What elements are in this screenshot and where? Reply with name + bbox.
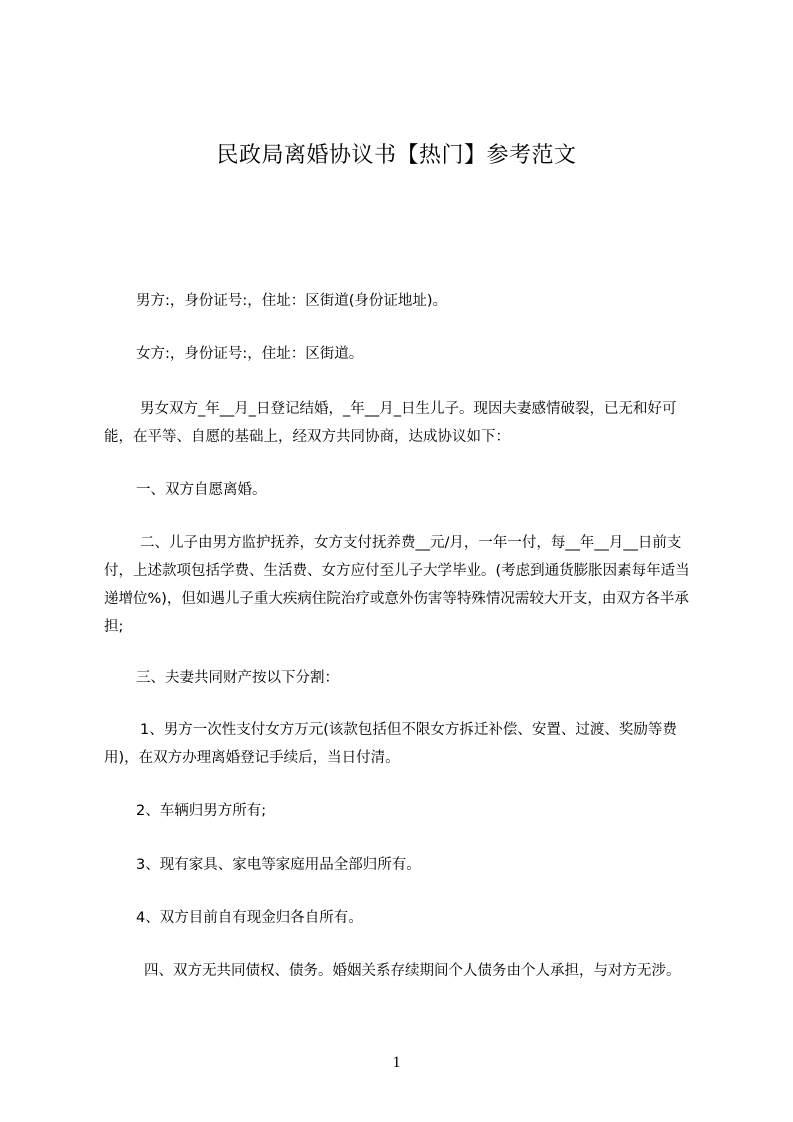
paragraph-marriage-background: 男女双方_年__月_日登记结婚，_年__月_日生儿子。现因夫妻感情破裂，已无和好可能，在平等、自愿的基础上，经双方共同协商，达成协议如下：	[104, 401, 677, 445]
paragraph-clause-2-custody: 二、儿子由男方监护抚养，女方支付抚养费__元/月，一年一付，每__年__月__日前支付，上述款项包括学费、生活费、女方应付至儿子大学毕业。(考虑到通货膨胀因素每年适当递增位%)，但如遇儿子重大疾病住院治疗或意外伤害等特殊情况需较大开支，由双方各半承担;	[104, 535, 690, 635]
paragraph-wife-info: 女方:，身份证号:，住址：区街道。	[136, 346, 364, 362]
paragraph-property-item-1: 1、男方一次性支付女方万元(该款包括但不限女方拆迁补偿、安置、过渡、奖励等费用)，在双方办理离婚登记手续后，当日付清。	[104, 722, 677, 766]
document-title: 民政局离婚协议书【热门】参考范文	[216, 143, 577, 168]
paragraph-clause-1: 一、双方自愿离婚。	[136, 482, 267, 498]
paragraph-property-item-4: 4、双方目前自有现金归各自所有。	[136, 910, 363, 926]
paragraph-property-item-3: 3、现有家具、家电等家庭用品全部归所有。	[136, 857, 421, 873]
paragraph-husband-info: 男方:，身份证号:，住址：区街道(身份证地址)。	[136, 293, 448, 309]
page-number: 1	[392, 1054, 401, 1071]
paragraph-clause-4-debts: 四、双方无共同债权、债务。婚姻关系存续期间个人债务由个人承担，与对方无涉。	[144, 963, 681, 979]
paragraph-property-item-2: 2、车辆归男方所有;	[136, 803, 267, 819]
paragraph-clause-3-property: 三、夫妻共同财产按以下分割：	[136, 670, 339, 686]
